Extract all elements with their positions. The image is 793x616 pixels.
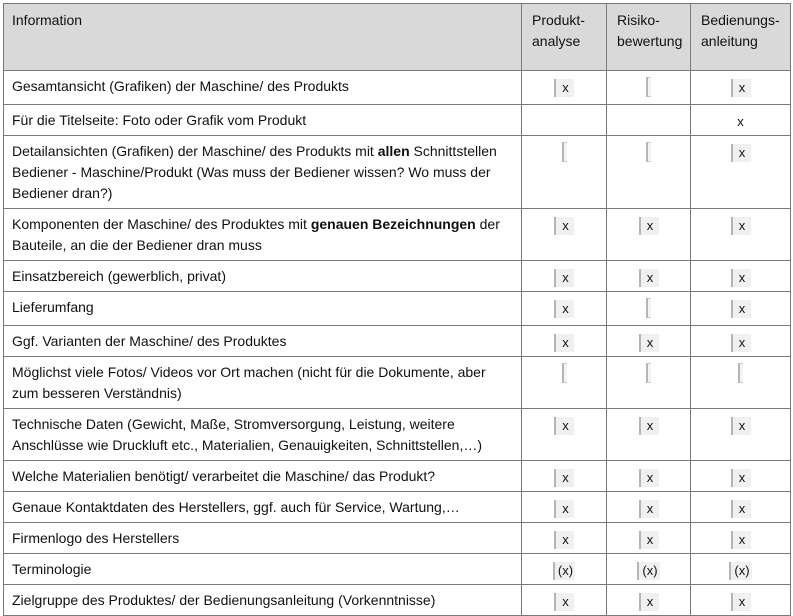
information-cell xyxy=(4,71,522,105)
checkbox-field[interactable]: x xyxy=(554,417,574,435)
information-cell xyxy=(4,585,522,616)
information-text: Lieferumfang xyxy=(12,299,94,315)
mark-cell-bedienungsanleitung xyxy=(691,554,791,585)
information-cell xyxy=(4,409,522,461)
information-text: Genaue Kontaktdaten des Herstellers, ggf. auch für Service, Wartung,… xyxy=(12,499,460,515)
checkbox-field[interactable]: x xyxy=(731,500,751,518)
information-text: der Bauteile, an die der Bediener dran muss xyxy=(12,216,500,253)
checkbox-field[interactable]: x xyxy=(731,593,751,611)
table-row xyxy=(4,71,791,105)
information-text: Welche Materialien benötigt/ verarbeitet die Maschine/ das Produkt? xyxy=(12,468,436,484)
checkbox-field[interactable]: x xyxy=(639,334,659,352)
information-cell xyxy=(4,292,522,326)
checkbox-field[interactable]: x xyxy=(639,531,659,549)
checkbox-field[interactable]: x xyxy=(731,417,751,435)
mark-cell-produktanalyse xyxy=(522,105,607,136)
mark-cell-bedienungsanleitung xyxy=(691,209,791,261)
information-text-bold: allen xyxy=(377,143,410,159)
mark-cell-risikobewertung xyxy=(607,357,691,409)
mark-cell-bedienungsanleitung xyxy=(691,523,791,554)
checkbox-field[interactable]: x xyxy=(554,500,574,518)
information-text: Möglichst viele Fotos/ Videos vor Ort machen (nicht für die Dokumente, aber zum besseren Verständnis) xyxy=(12,364,486,401)
checkbox-field[interactable]: x xyxy=(554,531,574,549)
mark-cell-bedienungsanleitung xyxy=(691,292,791,326)
table-row xyxy=(4,523,791,554)
mark-cell-bedienungsanleitung xyxy=(691,136,791,209)
mark-cell-bedienungsanleitung xyxy=(691,261,791,292)
mark-cell-produktanalyse xyxy=(522,71,607,105)
mark-cell-risikobewertung xyxy=(607,409,691,461)
table-row xyxy=(4,409,791,461)
checkbox-field[interactable]: x xyxy=(554,469,574,487)
header-risikobewertung xyxy=(607,4,691,71)
header-produktanalyse xyxy=(522,4,607,71)
mark-cell-risikobewertung xyxy=(607,261,691,292)
mark-cell-risikobewertung xyxy=(607,71,691,105)
empty-checkbox-field[interactable] xyxy=(646,77,651,97)
checkbox-field[interactable]: x xyxy=(554,300,574,318)
information-text: Detailansichten (Grafiken) der Maschine/ des Produkts mit xyxy=(12,143,378,159)
information-text: Terminologie xyxy=(12,561,92,577)
mark-cell-risikobewertung xyxy=(607,461,691,492)
checkbox-field[interactable]: x xyxy=(731,144,751,162)
header-produktanalyse-line1: Produkt- xyxy=(532,12,585,28)
mark-cell-risikobewertung xyxy=(607,209,691,261)
checkbox-field[interactable]: x xyxy=(731,334,751,352)
header-bedienungsanleitung-line1: Bedienungs- xyxy=(701,12,780,28)
information-cell xyxy=(4,326,522,357)
header-produktanalyse-line2: analyse xyxy=(532,33,581,49)
header-bedienungsanleitung-line2: anleitung xyxy=(701,33,758,49)
header-risikobewertung-line1: Risiko- xyxy=(617,12,660,28)
information-cell xyxy=(4,357,522,409)
mark-cell-bedienungsanleitung xyxy=(691,492,791,523)
information-cell xyxy=(4,209,522,261)
mark-cell-produktanalyse xyxy=(522,554,607,585)
table-row xyxy=(4,326,791,357)
mark-cell-bedienungsanleitung xyxy=(691,409,791,461)
mark-cell-risikobewertung xyxy=(607,523,691,554)
mark-cell-produktanalyse xyxy=(522,585,607,616)
information-text: Firmenlogo des Herstellers xyxy=(12,530,180,546)
table-row xyxy=(4,357,791,409)
checkbox-field[interactable]: x xyxy=(554,269,574,287)
table-row xyxy=(4,585,791,616)
table-row xyxy=(4,261,791,292)
header-information: Information xyxy=(4,4,522,71)
checkbox-field[interactable]: (x) xyxy=(729,562,751,580)
mark-cell-produktanalyse xyxy=(522,136,607,209)
information-cell xyxy=(4,523,522,554)
mark-cell-produktanalyse xyxy=(522,261,607,292)
empty-checkbox-field[interactable] xyxy=(646,363,651,383)
mark-cell-bedienungsanleitung xyxy=(691,326,791,357)
information-text: Gesamtansicht (Grafiken) der Maschine/ des Produkts xyxy=(12,78,349,94)
mark-cell-bedienungsanleitung xyxy=(691,71,791,105)
checkbox-field[interactable]: x xyxy=(554,217,574,235)
checkbox-field[interactable]: x xyxy=(639,217,659,235)
mark-cell-risikobewertung xyxy=(607,292,691,326)
checkbox-field[interactable]: x xyxy=(639,500,659,518)
information-text: Für die Titelseite: Foto oder Grafik vom Produkt xyxy=(12,112,307,128)
header-risikobewertung-line2: bewertung xyxy=(617,33,683,49)
mark-cell-risikobewertung xyxy=(607,585,691,616)
mark-cell-bedienungsanleitung xyxy=(691,357,791,409)
checkbox-field[interactable]: (x) xyxy=(637,562,659,580)
requirements-table xyxy=(3,3,791,616)
mark-cell-risikobewertung xyxy=(607,492,691,523)
information-text: Schnittstellen Bediener - Maschine/Produkt (Was muss der Bediener wissen? Wo muss der Bediener dran?) xyxy=(12,143,497,201)
empty-checkbox-field[interactable] xyxy=(646,298,651,318)
table-row xyxy=(4,292,791,326)
table-row xyxy=(4,461,791,492)
checkbox-field[interactable]: x xyxy=(639,269,659,287)
header-bedienungsanleitung xyxy=(691,4,791,71)
mark-cell-bedienungsanleitung xyxy=(691,105,791,136)
information-text: Einsatzbereich (gewerblich, privat) xyxy=(12,268,226,284)
checkbox-field[interactable]: x xyxy=(731,269,751,287)
checkbox-field[interactable]: x xyxy=(737,114,744,129)
empty-checkbox-field[interactable] xyxy=(646,142,651,162)
mark-cell-produktanalyse xyxy=(522,326,607,357)
checkbox-field[interactable]: x xyxy=(731,217,751,235)
checkbox-field[interactable]: x xyxy=(731,300,751,318)
information-cell xyxy=(4,136,522,209)
table-header-row xyxy=(4,4,791,71)
mark-cell-produktanalyse xyxy=(522,523,607,554)
checkbox-field[interactable]: x xyxy=(639,469,659,487)
empty-checkbox-field[interactable] xyxy=(562,142,567,162)
checkbox-field[interactable]: x xyxy=(639,417,659,435)
mark-cell-produktanalyse xyxy=(522,357,607,409)
mark-cell-risikobewertung xyxy=(607,554,691,585)
mark-cell-risikobewertung xyxy=(607,136,691,209)
checkbox-field[interactable]: x xyxy=(554,334,574,352)
mark-cell-produktanalyse xyxy=(522,492,607,523)
information-cell xyxy=(4,554,522,585)
mark-cell-risikobewertung xyxy=(607,326,691,357)
table-row xyxy=(4,209,791,261)
checkbox-field[interactable]: x xyxy=(554,593,574,611)
table-body xyxy=(4,71,791,616)
table-row xyxy=(4,105,791,136)
mark-cell-risikobewertung xyxy=(607,105,691,136)
table-row xyxy=(4,492,791,523)
mark-cell-bedienungsanleitung xyxy=(691,461,791,492)
checkbox-field[interactable]: x xyxy=(731,531,751,549)
information-cell xyxy=(4,105,522,136)
information-cell xyxy=(4,261,522,292)
information-text: Komponenten der Maschine/ des Produktes mit xyxy=(12,216,311,232)
mark-cell-produktanalyse xyxy=(522,461,607,492)
checkbox-field[interactable]: x xyxy=(731,469,751,487)
information-cell xyxy=(4,461,522,492)
checkbox-field[interactable]: x xyxy=(554,79,574,97)
checkbox-field[interactable]: x xyxy=(639,593,659,611)
checkbox-field[interactable]: (x) xyxy=(553,562,575,580)
information-text: Zielgruppe des Produktes/ der Bedienungsanleitung (Vorkenntnisse) xyxy=(12,592,436,608)
information-text: Ggf. Varianten der Maschine/ des Produktes xyxy=(12,333,287,349)
mark-cell-produktanalyse xyxy=(522,209,607,261)
table-row xyxy=(4,554,791,585)
information-cell xyxy=(4,492,522,523)
mark-cell-produktanalyse xyxy=(522,409,607,461)
information-text: Technische Daten (Gewicht, Maße, Stromversorgung, Leistung, weitere Anschlüsse wie Druckluft etc., Materialien, Genauigkeiten, Schnittstellen,…) xyxy=(12,416,482,453)
mark-cell-produktanalyse xyxy=(522,292,607,326)
mark-cell-bedienungsanleitung xyxy=(691,585,791,616)
checkbox-field[interactable]: x xyxy=(731,79,751,97)
empty-checkbox-field[interactable] xyxy=(738,363,743,383)
empty-checkbox-field[interactable] xyxy=(562,363,567,383)
information-text-bold: genauen Bezeichnungen xyxy=(310,216,476,232)
table-row xyxy=(4,136,791,209)
